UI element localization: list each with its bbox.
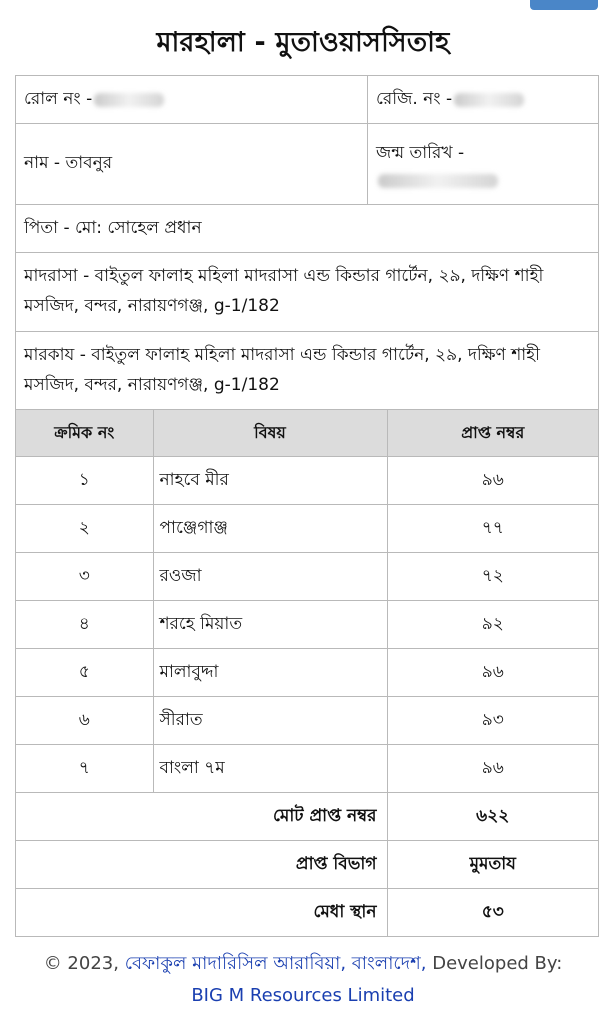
footer-developed: Developed By:: [432, 953, 563, 974]
table-row: [16, 457, 598, 505]
table-row: [16, 745, 598, 793]
header-serial: ক্রমিক নং: [16, 410, 153, 457]
footer-line-1: [0, 948, 606, 980]
reg-label: রেজি. নং -: [376, 88, 453, 109]
row-subject: রওজা: [153, 553, 387, 601]
row-marks: ৯৬: [387, 457, 598, 505]
markaz-cell: মারকায - বাইতুল ফালাহ মহিলা মাদরাসা এন্ড কিন্ডার গার্টেন, ২৯, দক্ষিণ শাহী মসজিদ, বন্দর, নারায়ণগঞ্জ, g-1/182: [24, 345, 540, 395]
header-marks: প্রাপ্ত নম্বর: [387, 410, 598, 457]
row-subject: নাহবে মীর: [153, 457, 387, 505]
division-label: প্রাপ্ত বিভাগ: [16, 841, 387, 889]
reg-cell: [368, 76, 598, 123]
footer-copyright: © 2023,: [43, 953, 119, 974]
row-marks: ৯৩: [387, 697, 598, 745]
madrasa-row: [16, 253, 598, 332]
row-serial: ৭: [16, 745, 153, 793]
row-marks: ৯২: [387, 601, 598, 649]
footer-developer-link[interactable]: BIG M Resources Limited: [191, 985, 415, 1006]
total-marks-label: মোট প্রাপ্ত নম্বর: [16, 793, 387, 841]
header-subject: বিষয়: [153, 410, 387, 457]
row-marks: ৭২: [387, 553, 598, 601]
table-row: [16, 649, 598, 697]
table-row: [16, 601, 598, 649]
page-title: মারহালা - মুতাওয়াসসিতাহ: [156, 27, 450, 58]
row-marks: ৯৬: [387, 745, 598, 793]
row-subject: সীরাত: [153, 697, 387, 745]
roll-redacted: [94, 93, 164, 107]
division-row: [16, 841, 598, 889]
total-marks-row: [16, 793, 598, 841]
marks-table: [16, 410, 598, 936]
father-cell: পিতা - মো: সোহেল প্রধান: [24, 217, 202, 238]
merit-position-row: [16, 889, 598, 937]
row-serial: ৬: [16, 697, 153, 745]
row-serial: ২: [16, 505, 153, 553]
footer-line-2: [0, 980, 606, 1012]
division-value: মুমতায: [387, 841, 598, 889]
merit-position-label: মেধা স্থান: [16, 889, 387, 937]
roll-cell: [16, 76, 368, 123]
row-marks: ৯৬: [387, 649, 598, 697]
total-marks-value: ৬২২: [387, 793, 598, 841]
table-row: [16, 553, 598, 601]
dob-label: জন্ম তারিখ -: [376, 143, 465, 163]
dob-redacted: [378, 174, 498, 188]
row-subject: মালাবুদ্দা: [153, 649, 387, 697]
table-row: [16, 505, 598, 553]
name-dob-row: [16, 124, 598, 205]
madrasa-cell: মাদরাসা - বাইতুল ফালাহ মহিলা মাদরাসা এন্ড কিন্ডার গার্টেন, ২৯, দক্ষিণ শাহী মসজিদ, বন্দর, নারায়ণগঞ্জ, g-1/182: [24, 266, 544, 316]
roll-label: রোল নং -: [24, 88, 93, 109]
name-cell: নাম - তাবনুর: [16, 124, 368, 204]
row-serial: ৫: [16, 649, 153, 697]
row-serial: ১: [16, 457, 153, 505]
markaz-row: [16, 332, 598, 410]
result-card: [15, 75, 599, 937]
row-serial: ৩: [16, 553, 153, 601]
footer: [0, 948, 606, 1012]
roll-reg-row: [16, 76, 598, 124]
row-subject: বাংলা ৭ম: [153, 745, 387, 793]
table-row: [16, 697, 598, 745]
footer-org-link[interactable]: বেফাকুল মাদারিসিল আরাবিয়া, বাংলাদেশ,: [124, 953, 427, 974]
row-subject: শরহে মিয়াত: [153, 601, 387, 649]
row-serial: ৪: [16, 601, 153, 649]
reg-redacted: [454, 93, 524, 107]
dob-cell: [368, 124, 598, 204]
top-corner-button[interactable]: [530, 0, 598, 10]
row-marks: ৭৭: [387, 505, 598, 553]
merit-position-value: ৫৩: [481, 901, 504, 922]
father-row: [16, 205, 598, 253]
marks-header-row: [16, 410, 598, 457]
row-subject: পাঞ্জেগাঞ্জ: [153, 505, 387, 553]
